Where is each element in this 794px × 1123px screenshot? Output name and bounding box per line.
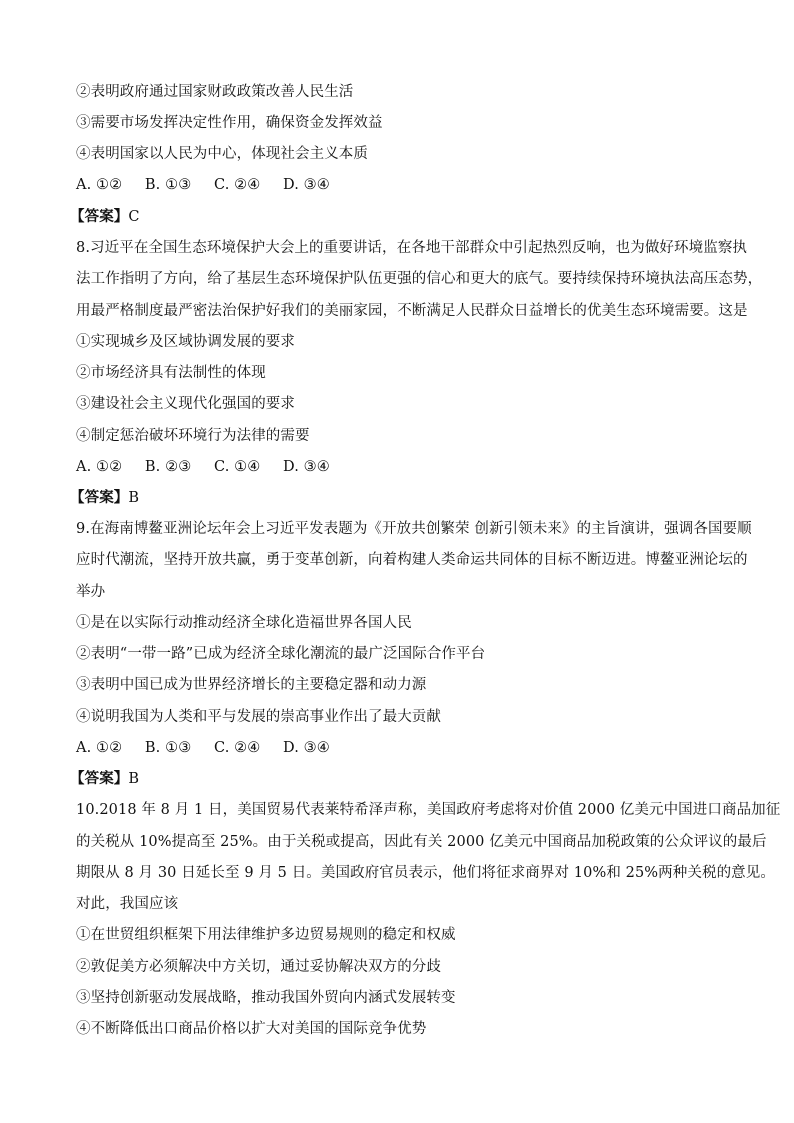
q10-stem-line-4: 对此，我国应该 (76, 896, 179, 912)
q8-answer-label: 【答案】 (70, 489, 129, 506)
q7-choices (76, 175, 348, 195)
q10-stem-line-2: 的关税从 10%提高至 25%。由于关税或提高，因此有关 2000 亿美元中国商品加税政策的公众评议的最后 (76, 834, 767, 850)
q9-choice-d: D. ③④ (283, 740, 330, 756)
q8-choice-b: B. ②③ (144, 459, 192, 475)
q9-option-3: ③表明中国已成为世界经济增长的主要稳定器和动力源 (76, 677, 427, 693)
q9-choice-a: A. ①② (76, 740, 123, 756)
q10-option-4: ④不断降低出口商品价格以扩大对美国的国际竞争优势 (76, 1021, 427, 1037)
q9-stem-line-3: 举办 (76, 584, 106, 600)
q8-option-4: ④制定惩治破坏环境行为法律的需要 (76, 428, 310, 444)
q7-option-4: ④表明国家以人民为中心，体现社会主义本质 (76, 146, 368, 162)
q9-answer-label: 【答案】 (70, 770, 129, 787)
q7-choice-c: C. ②④ (214, 177, 261, 193)
q10-option-1: ①在世贸组织框架下用法律维护多边贸易规则的稳定和权威 (76, 927, 456, 943)
q8-choice-a: A. ①② (76, 459, 123, 475)
q7-answer (70, 207, 140, 227)
q8-choice-c: C. ①④ (214, 459, 261, 475)
q7-choice-a: A. ①② (76, 177, 123, 193)
q9-stem-line-2: 应时代潮流，坚持开放共赢，勇于变革创新，向着构建人类命运共同体的目标不断迈进。博鳌亚洲论坛的 (76, 552, 748, 568)
q8-answer (70, 488, 139, 508)
q8-option-3: ③建设社会主义现代化强国的要求 (76, 396, 295, 412)
q10-stem-line-3: 期限从 8 月 30 日延长至 9 月 5 日。美国政府官员表示，他们将征求商界对 10%和 25%两种关税的意见。 (76, 865, 775, 881)
q9-answer-value: B (128, 771, 140, 787)
q10-option-2: ②敦促美方必须解决中方关切，通过妥协解决双方的分歧 (76, 959, 441, 975)
q7-answer-value: C (128, 209, 140, 225)
q8-stem-line-1: 8.习近平在全国生态环境保护大会上的重要讲话，在各地干部群众中引起热烈反响，也为做好环境监察执 (76, 240, 748, 256)
q9-choice-c: C. ②④ (214, 740, 261, 756)
q9-option-2: ②表明“一带一路”已成为经济全球化潮流的最广泛国际合作平台 (76, 646, 486, 662)
q10-stem-line-1: 10.2018 年 8 月 1 日，美国贸易代表莱特希泽声称，美国政府考虑将对价值 2000 亿美元中国进口商品加征 (76, 802, 781, 818)
q8-choices (76, 457, 348, 477)
q9-choices (76, 738, 348, 758)
q7-option-2: ②表明政府通过国家财政政策改善人民生活 (76, 84, 354, 100)
q7-choice-d: D. ③④ (283, 177, 330, 193)
q9-answer (70, 769, 139, 789)
q7-answer-label: 【答案】 (70, 208, 129, 225)
q8-stem-line-3: 用最严格制度最严密法治保护好我们的美丽家园，不断满足人民群众日益增长的优美生态环境需要。这是 (76, 303, 748, 319)
q9-option-4: ④说明我国为人类和平与发展的崇高事业作出了最大贡献 (76, 709, 441, 725)
q8-stem-line-2: 法工作指明了方向，给了基层生态环境保护队伍更强的信心和更大的底气。要持续保持环境执法高压态势， (76, 271, 763, 287)
q7-choice-b: B. ①③ (144, 177, 192, 193)
q9-stem-line-1: 9.在海南博鳌亚洲论坛年会上习近平发表题为《开放共创繁荣 创新引领未来》的主旨演讲，强调各国要顺 (76, 521, 752, 537)
q10-option-3: ③坚持创新驱动发展战略，推动我国外贸向内涵式发展转变 (76, 990, 456, 1006)
q8-option-2: ②市场经济具有法制性的体现 (76, 365, 266, 381)
q9-option-1: ①是在以实际行动推动经济全球化造福世界各国人民 (76, 615, 412, 631)
q7-option-3: ③需要市场发挥决定性作用，确保资金发挥效益 (76, 115, 383, 131)
q8-choice-d: D. ③④ (283, 459, 330, 475)
q8-option-1: ①实现城乡及区域协调发展的要求 (76, 334, 295, 350)
q8-answer-value: B (128, 490, 140, 506)
q9-choice-b: B. ①③ (144, 740, 192, 756)
